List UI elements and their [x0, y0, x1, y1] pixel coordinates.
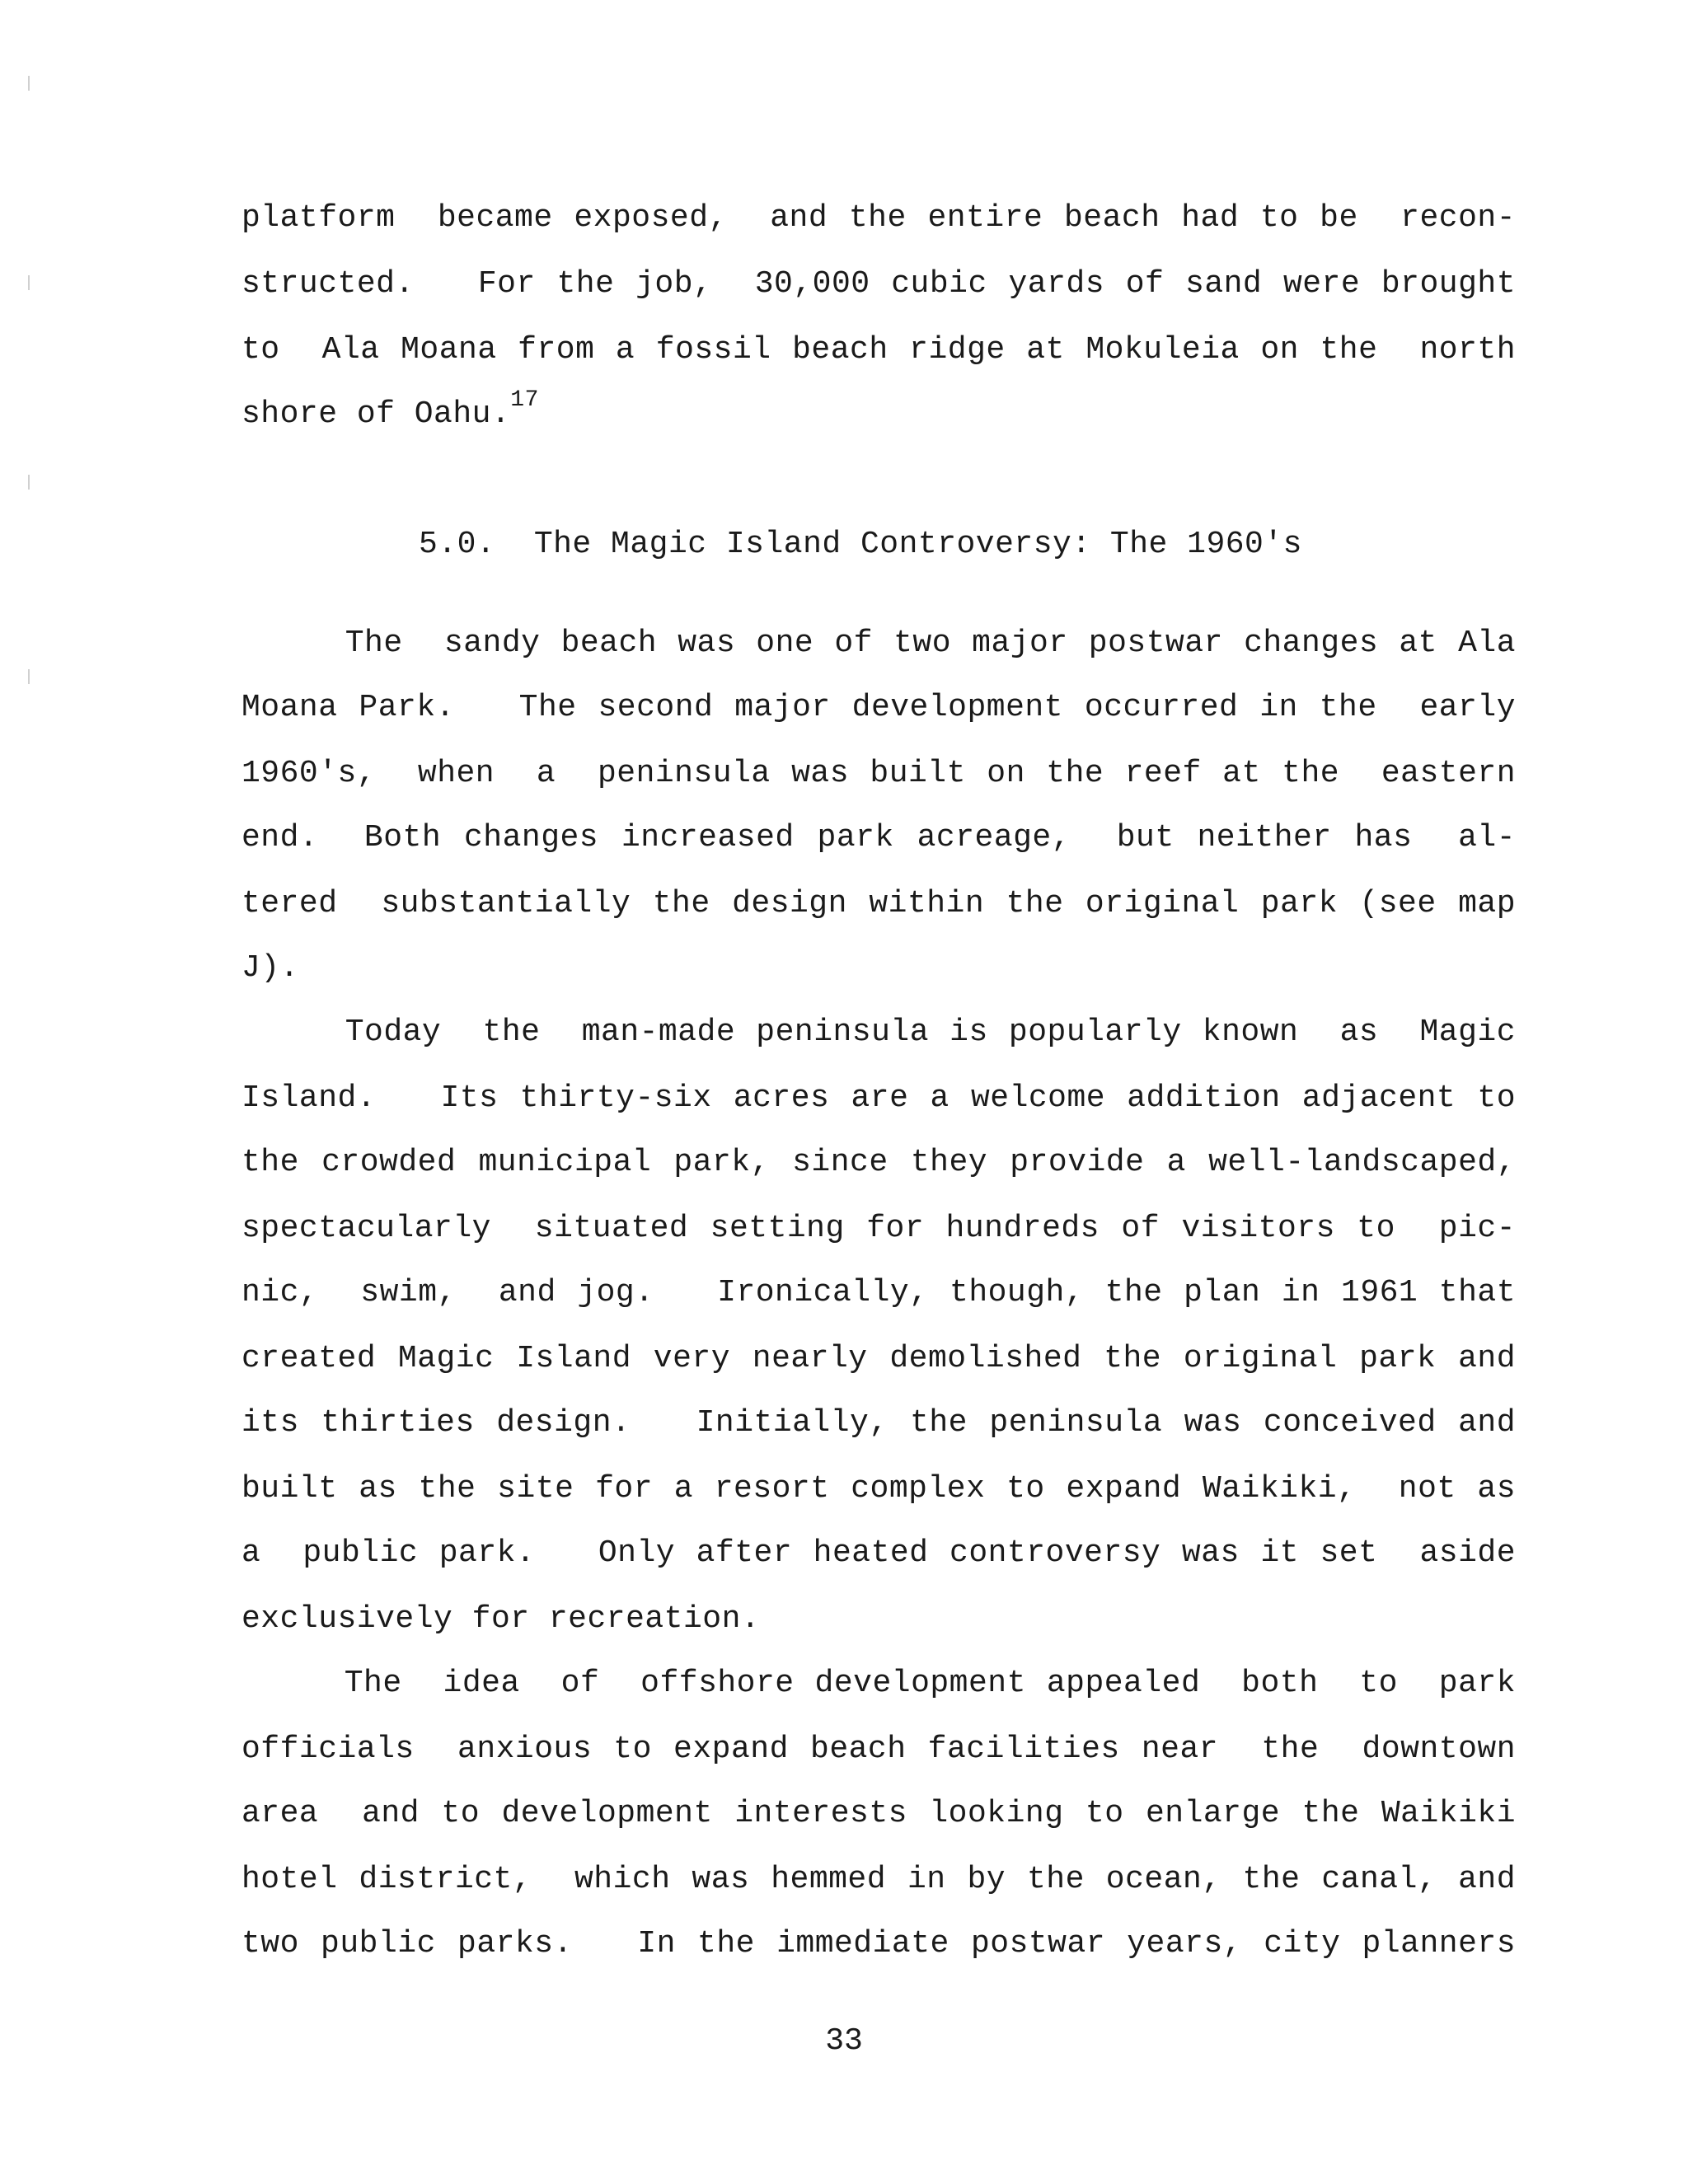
footnote-marker: 17 [510, 387, 539, 413]
margin-mark [28, 475, 30, 490]
text-line-content: shore of Oahu. [241, 396, 511, 432]
text-line: a public park. Only after heated controversy was it set aside [241, 1535, 1516, 1571]
text-line: J). [241, 950, 299, 986]
margin-mark [28, 275, 30, 290]
text-line: exclusively for recreation. [241, 1601, 761, 1637]
text-line: area and to development interests looking to enlarge the Waikiki [241, 1796, 1516, 1831]
text-line: tered substantially the design within the original park (see map [241, 886, 1516, 921]
text-line: nic, swim, and jog. Ironically, though, the plan in 1961 that [241, 1275, 1516, 1310]
section-heading: 5.0. The Magic Island Controversy: The 1960's [419, 527, 1302, 562]
text-line: end. Both changes increased park acreage, but neither has al- [241, 820, 1516, 855]
text-line: Moana Park. The second major development occurred in the early [241, 690, 1516, 725]
text-line: two public parks. In the immediate postwar years, city planners [241, 1926, 1516, 1961]
text-line: structed. For the job, 30,000 cubic yards of sand were brought [241, 266, 1516, 302]
text-line: platform became exposed, and the entire beach had to be recon- [241, 200, 1516, 236]
text-line: its thirties design. Initially, the peninsula was conceived and [241, 1405, 1516, 1441]
page-number: 33 [825, 2023, 863, 2059]
margin-mark [28, 76, 30, 91]
text-line: The idea of offshore development appealed both to park [241, 1666, 1516, 1701]
margin-mark [28, 669, 30, 684]
text-line: to Ala Moana from a fossil beach ridge at Mokuleia on the north [241, 332, 1516, 368]
text-line [241, 387, 1516, 438]
text-line: created Magic Island very nearly demolished the original park and [241, 1341, 1516, 1376]
text-line: 1960's, when a peninsula was built on the reef at the eastern [241, 756, 1516, 791]
text-line: officials anxious to expand beach facilities near the downtown [241, 1732, 1516, 1767]
text-line: the crowded municipal park, since they provide a well-landscaped, [241, 1145, 1516, 1180]
text-line: spectacularly situated setting for hundreds of visitors to pic- [241, 1211, 1516, 1246]
text-line: hotel district, which was hemmed in by the ocean, the canal, and [241, 1862, 1516, 1897]
text-line: Island. Its thirty-six acres are a welcome addition adjacent to [241, 1080, 1516, 1116]
text-line: The sandy beach was one of two major postwar changes at Ala [241, 626, 1516, 661]
text-line: built as the site for a resort complex to expand Waikiki, not as [241, 1471, 1516, 1507]
text-line: Today the man-made peninsula is popularly known as Magic [241, 1015, 1516, 1050]
